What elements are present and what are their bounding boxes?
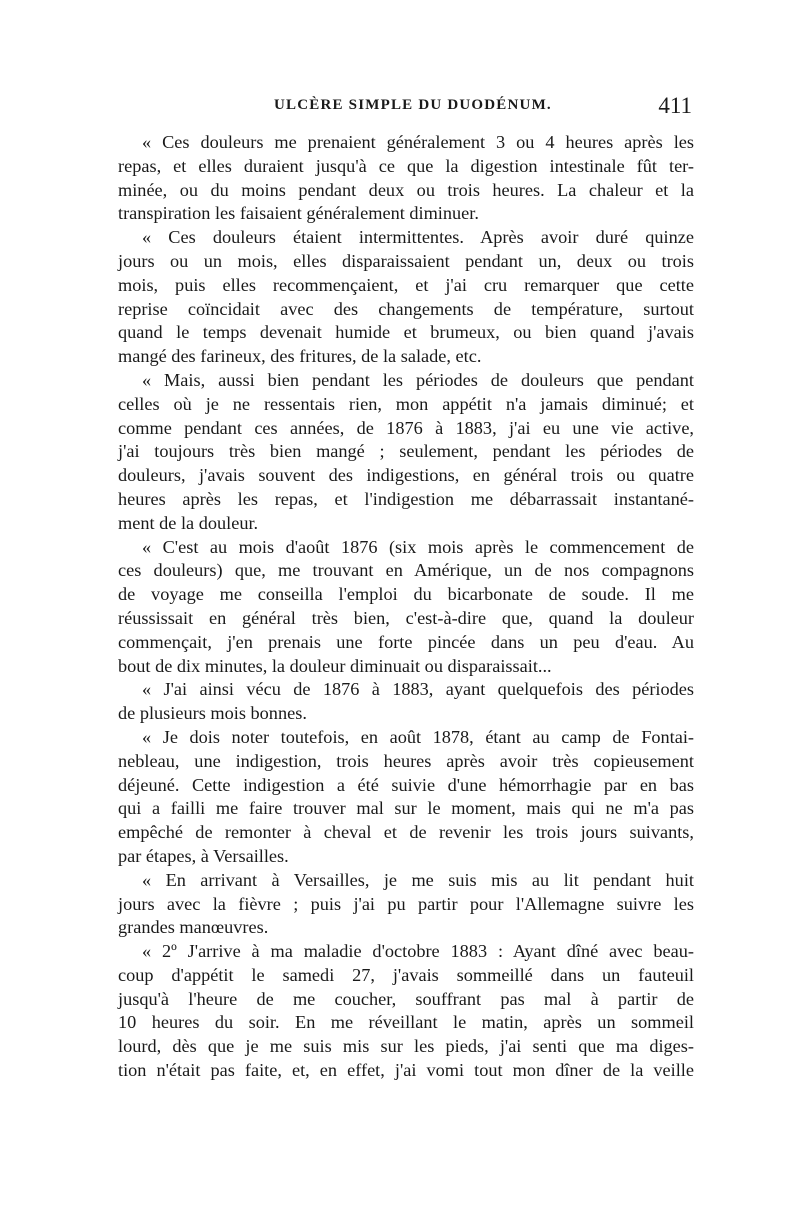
text-line: « Mais, aussi bien pendant les périodes de douleurs que pendant bbox=[142, 369, 694, 390]
text-line: réussissait en général très bien, c'est-à-dire que, quand la douleur bbox=[118, 607, 694, 628]
text-line: lourd, dès que je me suis mis sur les pieds, j'ai senti que ma diges- bbox=[118, 1036, 694, 1057]
text-line: transpiration les faisaient généralement diminuer. bbox=[118, 203, 479, 224]
text-line: de voyage me conseilla l'emploi du bicarbonate de soude. Il me bbox=[118, 584, 694, 605]
paragraph bbox=[118, 678, 694, 726]
text-line: « J'ai ainsi vécu de 1876 à 1883, ayant quelquefois des périodes bbox=[142, 679, 694, 700]
text-line: mois, puis elles recommençaient, et j'ai cru remarquer que cette bbox=[118, 274, 694, 295]
text-line: heures après les repas, et l'indigestion me débarrassait instantané- bbox=[118, 488, 694, 509]
text-line: jours ou un mois, elles disparaissaient pendant un, deux ou trois bbox=[118, 250, 694, 271]
text-line: celles où je ne ressentais rien, mon appétit n'a jamais diminué; et bbox=[118, 393, 694, 414]
text-line: « En arrivant à Versailles, je me suis mis au lit pendant huit bbox=[142, 869, 694, 890]
paragraph bbox=[118, 226, 694, 369]
text-line: ment de la douleur. bbox=[118, 512, 259, 533]
text-line: ces douleurs) que, me trouvant en Amérique, un de nos compagnons bbox=[118, 560, 694, 581]
text-line: j'ai toujours très bien mangé ; seulement, pendant les périodes de bbox=[118, 441, 694, 462]
running-title: ULCÈRE SIMPLE DU DUODÉNUM. bbox=[274, 97, 552, 113]
text-line: jours avec la fièvre ; puis j'ai pu partir pour l'Allemagne suivre les bbox=[118, 893, 694, 914]
text-line: quand le temps devenait humide et brumeux, ou bien quand j'avais bbox=[118, 322, 694, 343]
text-line: empêché de remonter à cheval et de revenir les trois jours suivants, bbox=[118, 822, 694, 843]
text-line: nebleau, une indigestion, trois heures après avoir très copieusement bbox=[118, 750, 694, 771]
page-number: 411 bbox=[658, 93, 692, 118]
text-line: « Ces douleurs me prenaient généralement 3 ou 4 heures après les bbox=[142, 132, 694, 152]
text-line: coup d'appétit le samedi 27, j'avais sommeillé dans un fauteuil bbox=[118, 964, 694, 985]
text-line: « C'est au mois d'août 1876 (six mois après le commencement de bbox=[142, 536, 694, 557]
text-line: « Ces douleurs étaient intermittentes. Après avoir duré quinze bbox=[142, 227, 694, 248]
text-line: de plusieurs mois bonnes. bbox=[118, 703, 307, 724]
paragraph bbox=[118, 369, 694, 536]
paragraph bbox=[118, 869, 694, 940]
paragraph bbox=[118, 536, 694, 679]
text-line: qui a failli me faire trouver mal sur le moment, mais qui ne m'a pas bbox=[118, 798, 694, 819]
body-text bbox=[118, 131, 694, 1083]
text-line: repas, et elles duraient jusqu'à ce que la digestion intestinale fût ter- bbox=[118, 155, 694, 176]
text-line: bout de dix minutes, la douleur diminuait ou disparaissait... bbox=[118, 655, 552, 676]
text-line: « 2º J'arrive à ma maladie d'octobre 1883 : Ayant dîné avec beau- bbox=[142, 941, 694, 962]
text-line: jusqu'à l'heure de me coucher, souffrant pas mal à partir de bbox=[118, 988, 694, 1009]
running-head bbox=[118, 93, 694, 123]
paragraph bbox=[118, 940, 694, 1083]
text-line: déjeuné. Cette indigestion a été suivie d'une hémorrhagie par en bas bbox=[118, 774, 694, 795]
text-line: grandes manœuvres. bbox=[118, 917, 269, 938]
text-line: 10 heures du soir. En me réveillant le matin, après un sommeil bbox=[118, 1012, 694, 1033]
text-line: minée, ou du moins pendant deux ou trois heures. La chaleur et la bbox=[118, 179, 694, 200]
text-line: par étapes, à Versailles. bbox=[118, 845, 289, 866]
text-line: douleurs, j'avais souvent des indigestions, en général trois ou quatre bbox=[118, 465, 694, 486]
text-line: commençait, j'en prenais une forte pincée dans un peu d'eau. Au bbox=[118, 631, 694, 652]
text-line: mangé des farineux, des fritures, de la salade, etc. bbox=[118, 346, 482, 367]
paragraph bbox=[118, 131, 694, 226]
text-line: tion n'était pas faite, et, en effet, j'ai vomi tout mon dîner de la veille bbox=[118, 1060, 694, 1081]
text-line: « Je dois noter toutefois, en août 1878, étant au camp de Fontai- bbox=[142, 726, 694, 747]
text-line: comme pendant ces années, de 1876 à 1883, j'ai eu une vie active, bbox=[118, 417, 694, 438]
paragraph bbox=[118, 726, 694, 869]
text-line: reprise coïncidait avec des changements de température, surtout bbox=[118, 298, 694, 319]
